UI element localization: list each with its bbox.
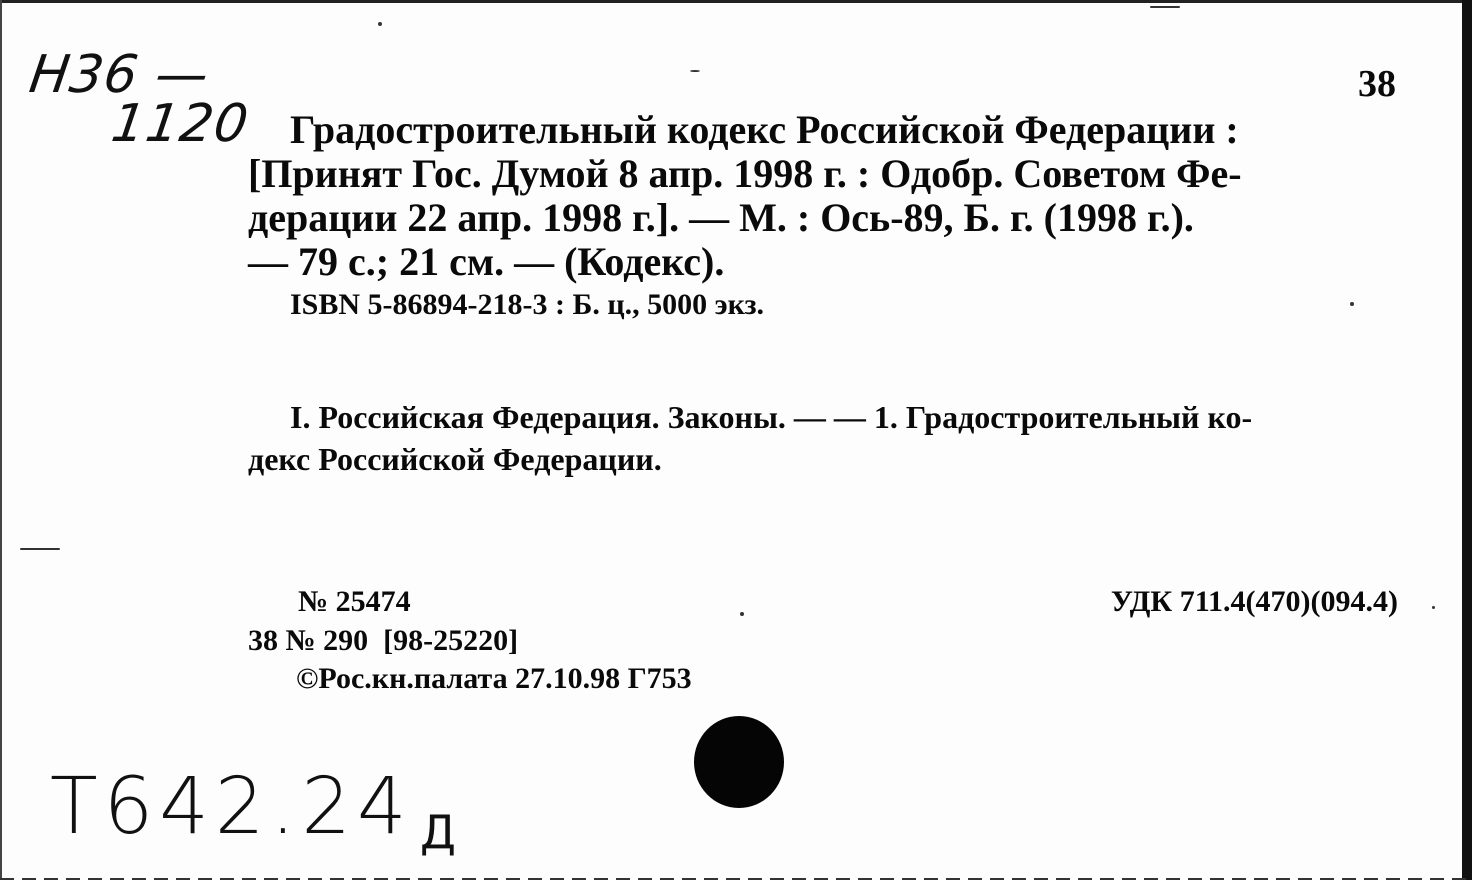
handwritten-classification-code: Т642.24 <box>50 762 413 852</box>
sheet-number: 38 <box>1358 63 1396 105</box>
card-edge-right <box>1462 0 1472 880</box>
scan-speck <box>20 548 60 550</box>
description-line-3: дерации 22 апр. 1998 г.]. — М. : Ось-89, Б. г. (1998 г.). <box>248 195 1194 240</box>
card-edge-top <box>0 0 1472 3</box>
description-line-4: — 79 с.; 21 см. — (Кодекс). <box>248 239 725 284</box>
punch-hole <box>694 716 784 808</box>
scan-speck <box>378 22 382 26</box>
subject-headings <box>248 396 1398 480</box>
handwritten-shelfmark-line2: 1120 <box>107 94 253 154</box>
copyright-line: ©Рос.кн.палата 27.10.98 Г753 <box>296 662 692 695</box>
scan-speck <box>1150 6 1180 8</box>
isbn-line: ISBN 5-86894-218-3 : Б. ц., 5000 экз. <box>290 288 765 321</box>
registration-number: № 25474 <box>298 585 411 618</box>
scan-speck <box>1350 302 1354 306</box>
description-line-2: [Принят Гос. Думой 8 апр. 1998 г. : Одобр. Советом Фе- <box>248 151 1242 196</box>
scan-speck <box>740 612 744 616</box>
subject-line-1: I. Российская Федерация. Законы. — — 1. Градостроительный ко- <box>290 399 1253 435</box>
description-line-1: Градостроительный кодекс Российской Федерации : <box>290 107 1239 152</box>
udk-classification: УДК 711.4(470)(094.4) <box>1110 585 1398 618</box>
scan-speck <box>1432 606 1435 609</box>
subject-line-2: декс Российской Федерации. <box>248 441 662 477</box>
handwritten-shelfmark-line1: Н36 — <box>25 45 214 105</box>
sheet-reference: 38 № 290 [98-25220] <box>248 624 519 657</box>
scan-speck <box>690 70 700 72</box>
handwritten-classification-suffix: Д <box>420 805 457 859</box>
bibliographic-description <box>248 108 1398 284</box>
card-edge-left <box>0 0 2 880</box>
